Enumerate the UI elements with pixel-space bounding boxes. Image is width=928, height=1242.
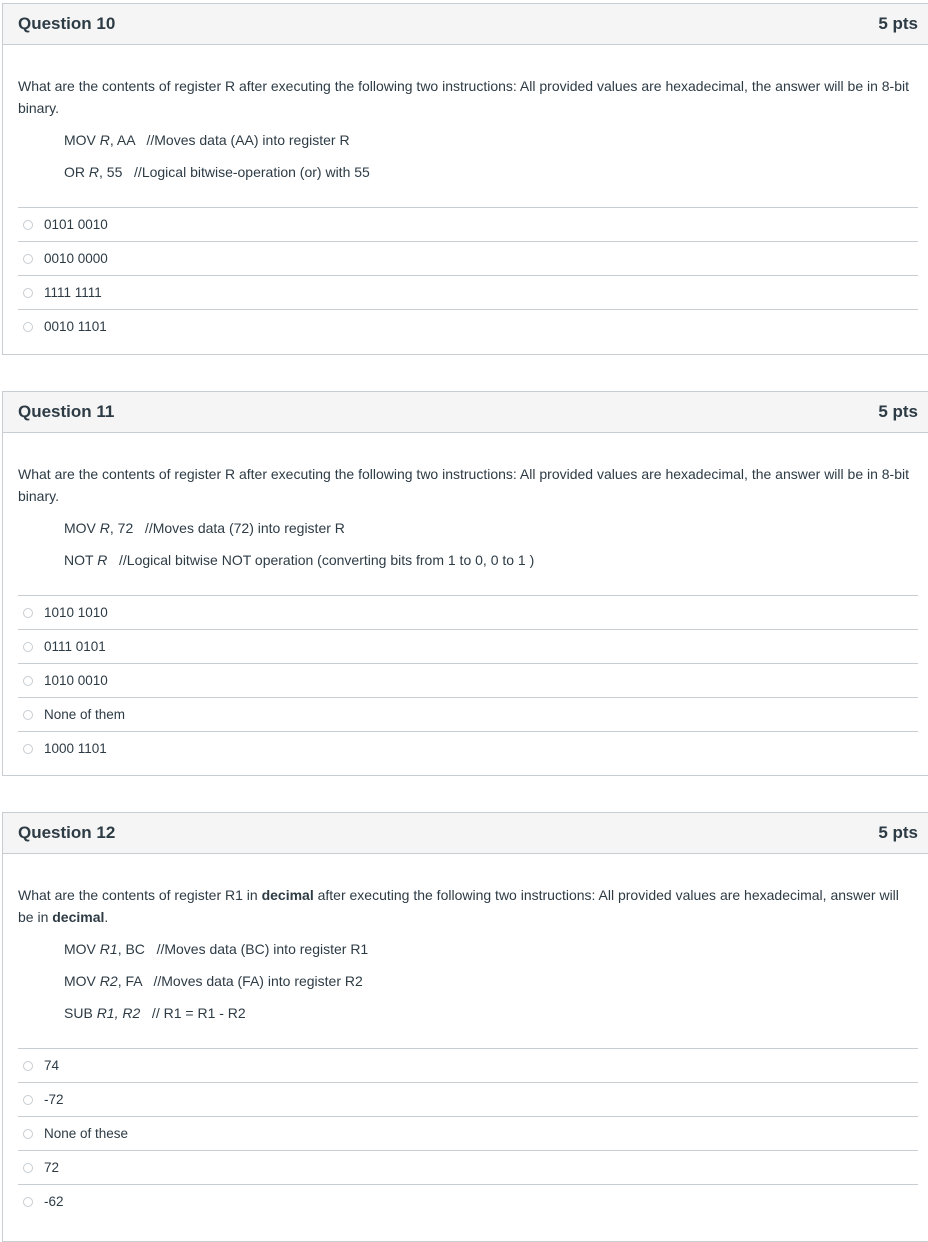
instruction-line: MOV R2, FA //Moves data (FA) into register R2 bbox=[64, 973, 363, 989]
answer-list bbox=[18, 207, 918, 343]
answer-label: 74 bbox=[44, 1058, 60, 1073]
instruction-line: NOT R //Logical bitwise NOT operation (converting bits from 1 to 0, 0 to 1 ) bbox=[64, 552, 535, 568]
question-points: 5 pts bbox=[878, 402, 918, 421]
answer-label: 1010 1010 bbox=[44, 605, 108, 620]
answer-list bbox=[18, 595, 918, 765]
question-text: What are the contents of register R after executing the following two instructions: All provided values are hexadecimal, the answer will be in 8-bit binary. bbox=[18, 78, 910, 116]
question-title: Question 10 bbox=[18, 14, 116, 33]
question-text: What are the contents of register R1 in decimal after executing the following two instructions: All provided values are hexadecimal, answer will be in decimal. bbox=[18, 887, 899, 925]
radio-button[interactable] bbox=[23, 220, 33, 230]
question-title: Question 12 bbox=[18, 823, 116, 842]
instruction-line: SUB R1, R2 // R1 = R1 - R2 bbox=[64, 1005, 246, 1021]
answer-option[interactable] bbox=[18, 595, 918, 629]
question-points: 5 pts bbox=[878, 823, 918, 842]
answer-label: 1010 0010 bbox=[44, 673, 108, 688]
answer-option[interactable] bbox=[18, 241, 918, 275]
answer-option[interactable] bbox=[18, 1082, 918, 1116]
answer-option[interactable] bbox=[18, 731, 918, 765]
answer-label: -62 bbox=[44, 1194, 64, 1209]
radio-button[interactable] bbox=[23, 1163, 33, 1173]
radio-button[interactable] bbox=[23, 288, 33, 298]
answer-label: 0010 0000 bbox=[44, 251, 108, 266]
answer-option[interactable] bbox=[18, 309, 918, 343]
radio-button[interactable] bbox=[23, 254, 33, 264]
answer-label: -72 bbox=[44, 1092, 64, 1107]
radio-button[interactable] bbox=[23, 676, 33, 686]
question-header bbox=[3, 4, 928, 45]
answer-label: 1111 1111 bbox=[44, 285, 102, 300]
radio-button[interactable] bbox=[23, 744, 33, 754]
radio-button[interactable] bbox=[23, 1197, 33, 1207]
question-header bbox=[3, 392, 928, 433]
answer-option[interactable] bbox=[18, 207, 918, 241]
answer-option[interactable] bbox=[18, 663, 918, 697]
radio-button[interactable] bbox=[23, 642, 33, 652]
question-text: What are the contents of register R after executing the following two instructions: All provided values are hexadecimal, the answer will be in 8-bit binary. bbox=[18, 466, 910, 504]
instruction-line: OR R, 55 //Logical bitwise-operation (or) with 55 bbox=[64, 164, 370, 180]
radio-button[interactable] bbox=[23, 608, 33, 618]
answer-label: 0111 0101 bbox=[44, 639, 106, 654]
answer-label: None of them bbox=[44, 707, 126, 722]
instruction-block bbox=[64, 517, 918, 581]
answer-option[interactable] bbox=[18, 1184, 918, 1218]
question-11 bbox=[2, 391, 928, 776]
answer-option[interactable] bbox=[18, 1150, 918, 1184]
answer-list bbox=[18, 1048, 918, 1218]
question-header bbox=[3, 813, 928, 854]
instruction-line: MOV R1, BC //Moves data (BC) into register R1 bbox=[64, 941, 369, 957]
instruction-block bbox=[64, 129, 918, 193]
radio-button[interactable] bbox=[23, 1061, 33, 1071]
instruction-line: MOV R, AA //Moves data (AA) into register R bbox=[64, 132, 350, 148]
question-points: 5 pts bbox=[878, 14, 918, 33]
answer-label: 72 bbox=[44, 1160, 60, 1175]
answer-option[interactable] bbox=[18, 629, 918, 663]
answer-label: 0101 0010 bbox=[44, 217, 108, 232]
question-title: Question 11 bbox=[18, 402, 115, 421]
answer-label: None of these bbox=[44, 1126, 129, 1141]
answer-label: 1000 1101 bbox=[44, 741, 107, 756]
answer-option[interactable] bbox=[18, 1116, 918, 1150]
radio-button[interactable] bbox=[23, 710, 33, 720]
radio-button[interactable] bbox=[23, 1129, 33, 1139]
answer-option[interactable] bbox=[18, 1048, 918, 1082]
answer-option[interactable] bbox=[18, 275, 918, 309]
answer-label: 0010 1101 bbox=[44, 319, 107, 334]
answer-option[interactable] bbox=[18, 697, 918, 731]
question-10 bbox=[2, 3, 928, 355]
radio-button[interactable] bbox=[23, 1095, 33, 1105]
question-12 bbox=[2, 812, 928, 1242]
instruction-block bbox=[64, 938, 918, 1034]
radio-button[interactable] bbox=[23, 322, 33, 332]
instruction-line: MOV R, 72 //Moves data (72) into register R bbox=[64, 520, 345, 536]
